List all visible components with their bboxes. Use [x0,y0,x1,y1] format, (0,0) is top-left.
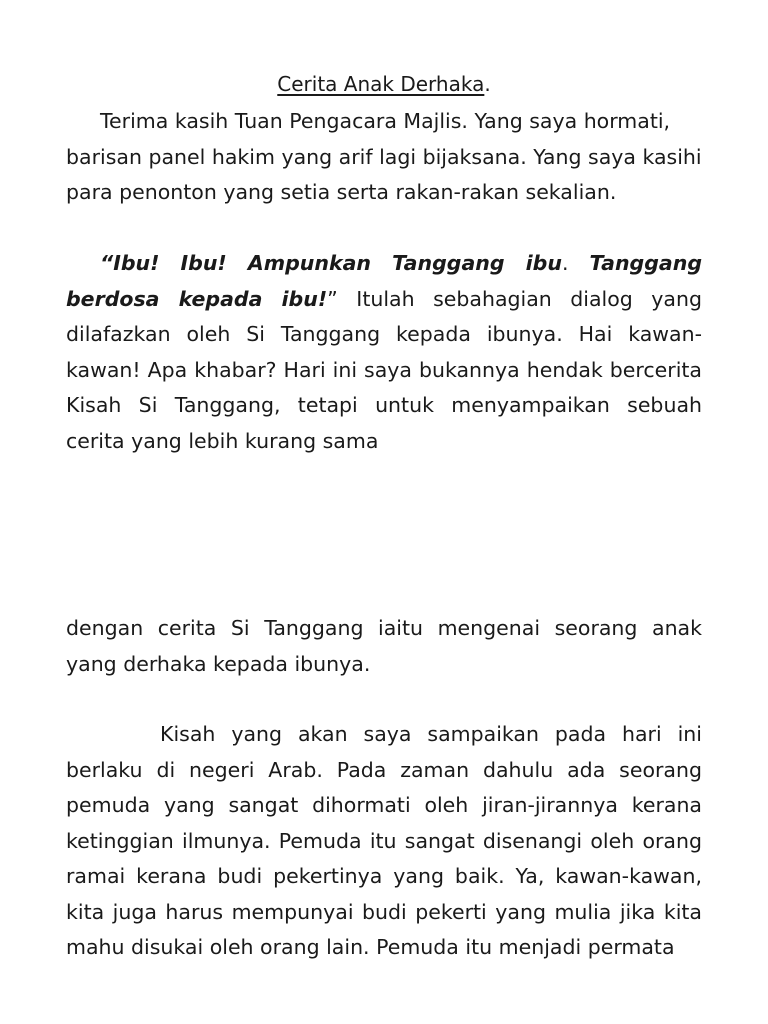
title-period: . [484,72,491,96]
paragraph-greeting: Terima kasih Tuan Pengacara Majlis. Yang saya hormati, barisan panel hakim yang arif lagi bijaksana. Yang saya kasihi para penonton yang setia serta rakan-rakan sekalian. [66,109,702,204]
paragraph-continuation: dengan cerita Si Tanggang iaitu mengenai seorang anak yang derhaka kepada ibunya. [66,616,702,676]
dialog-quote-dot: . [561,251,569,275]
document-title [66,71,702,97]
paragraph-dialog [66,246,702,459]
dialog-quote-close: ” [327,286,338,311]
dialog-quote-part-a: “Ibu! Ibu! Ampunkan Tanggang ibu [100,251,562,275]
paragraph-story: Kisah yang akan saya sampaikan pada hari ini berlaku di negeri Arab. Pada zaman dahulu ada seorang pemuda yang sangat dihormati oleh jiran-jirannya kerana ketinggian ilmunya. Pemuda itu sangat disenangi oleh orang ramai kerana budi pekertinya yang baik. Ya, kawan-kawan, kita juga harus mempunyai budi pekerti yang mulia jika kita mahu disukai oleh orang lain. Pemuda itu menjadi permata [66,722,702,959]
dialog-quote-part-b: Tanggang berdosa kepada ibu! [66,251,702,311]
dialog-rest-text: Itulah sebahagian dialog yang dilafazkan oleh Si Tanggang kepada ibunya. Hai kawan-kawan! Apa khabar? Hari ini saya bukannya hendak bercerita Kisah Si Tanggang, tetapi untuk menyampaikan sebuah cerita yang lebih kurang sama [66,286,702,453]
title-text: Cerita Anak Derhaka [277,72,485,96]
